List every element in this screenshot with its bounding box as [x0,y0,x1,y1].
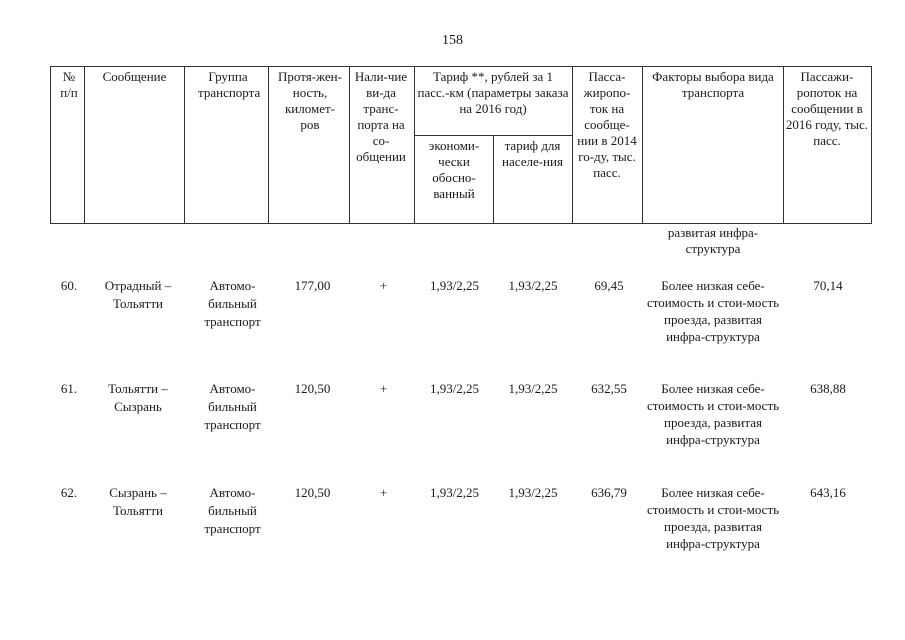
header-flow-2014: Пасса-жиропо-ток на сообще-нии в 2014 го-ду, тыс. пасс. [577,69,637,180]
header-factors: Факторы выбора вида транспорта [652,69,774,100]
row-no: 60. [60,278,78,293]
continuation-text: развитая инфра-структура [667,225,759,256]
row-group: Автомо-бильный транспорт [204,485,261,536]
header-presence: Нали-чие ви-да транс-порта на со-общении [354,69,408,164]
row-factors: Более низкая себе-стоимость и стои-мость проезда, развитая инфра-структура [646,485,780,551]
row-tariff-pop: 1,93/2,25 [508,381,558,396]
row-tariff-pop: 1,93/2,25 [508,278,558,293]
header-length: Протя-жен-ность, километ-ров [278,69,342,132]
header-flow-2016: Пассажи-ропоток на сообщении в 2016 году, тыс. пасс. [785,69,869,148]
row-route: Тольятти – Сызрань [108,381,168,414]
row-no: 61. [60,381,78,396]
row-presence: + [379,278,388,293]
page-number: 158 [442,33,463,48]
header-group: Группа транспорта [198,69,261,100]
header-tariff-title: Тариф **, рублей за 1 пасс.-км (параметры заказа на 2016 год) [417,69,569,116]
row-tariff-pop: 1,93/2,25 [508,485,558,500]
header-route: Сообщение [102,69,167,84]
row-factors: Более низкая себе-стоимость и стои-мость проезда, развитая инфра-структура [646,381,780,447]
row-flow-2014: 632,55 [591,381,627,396]
row-group: Автомо-бильный транспорт [204,278,261,329]
table-row [50,484,872,580]
row-presence: + [379,381,388,396]
row-no: 62. [60,485,78,500]
row-tariff-econ: 1,93/2,25 [429,278,480,293]
row-flow-2014: 636,79 [591,485,627,500]
row-route: Сызрань – Тольятти [109,485,167,518]
table-header [50,66,872,224]
row-flow-2014: 69,45 [594,278,624,293]
table-row [50,277,872,373]
header-no: № п/п [60,69,78,100]
row-presence: + [379,485,388,500]
row-length: 120,50 [294,381,331,396]
table-row [50,380,872,476]
row-route: Отрадный – Тольятти [104,278,172,311]
row-group: Автомо-бильный транспорт [204,381,261,432]
row-flow-2016: 638,88 [810,381,846,396]
header-tariff-pop: тариф для населе-ния [502,138,563,169]
row-length: 120,50 [294,485,331,500]
row-tariff-econ: 1,93/2,25 [429,485,480,500]
row-flow-2016: 643,16 [810,485,846,500]
row-factors: Более низкая себе-стоимость и стои-мость проезда, развитая инфра-структура [646,278,780,344]
row-length: 177,00 [294,278,331,293]
row-flow-2016: 70,14 [813,278,843,293]
row-tariff-econ: 1,93/2,25 [429,381,480,396]
header-tariff-econ: экономи-чески обосно-ванный [428,138,480,201]
